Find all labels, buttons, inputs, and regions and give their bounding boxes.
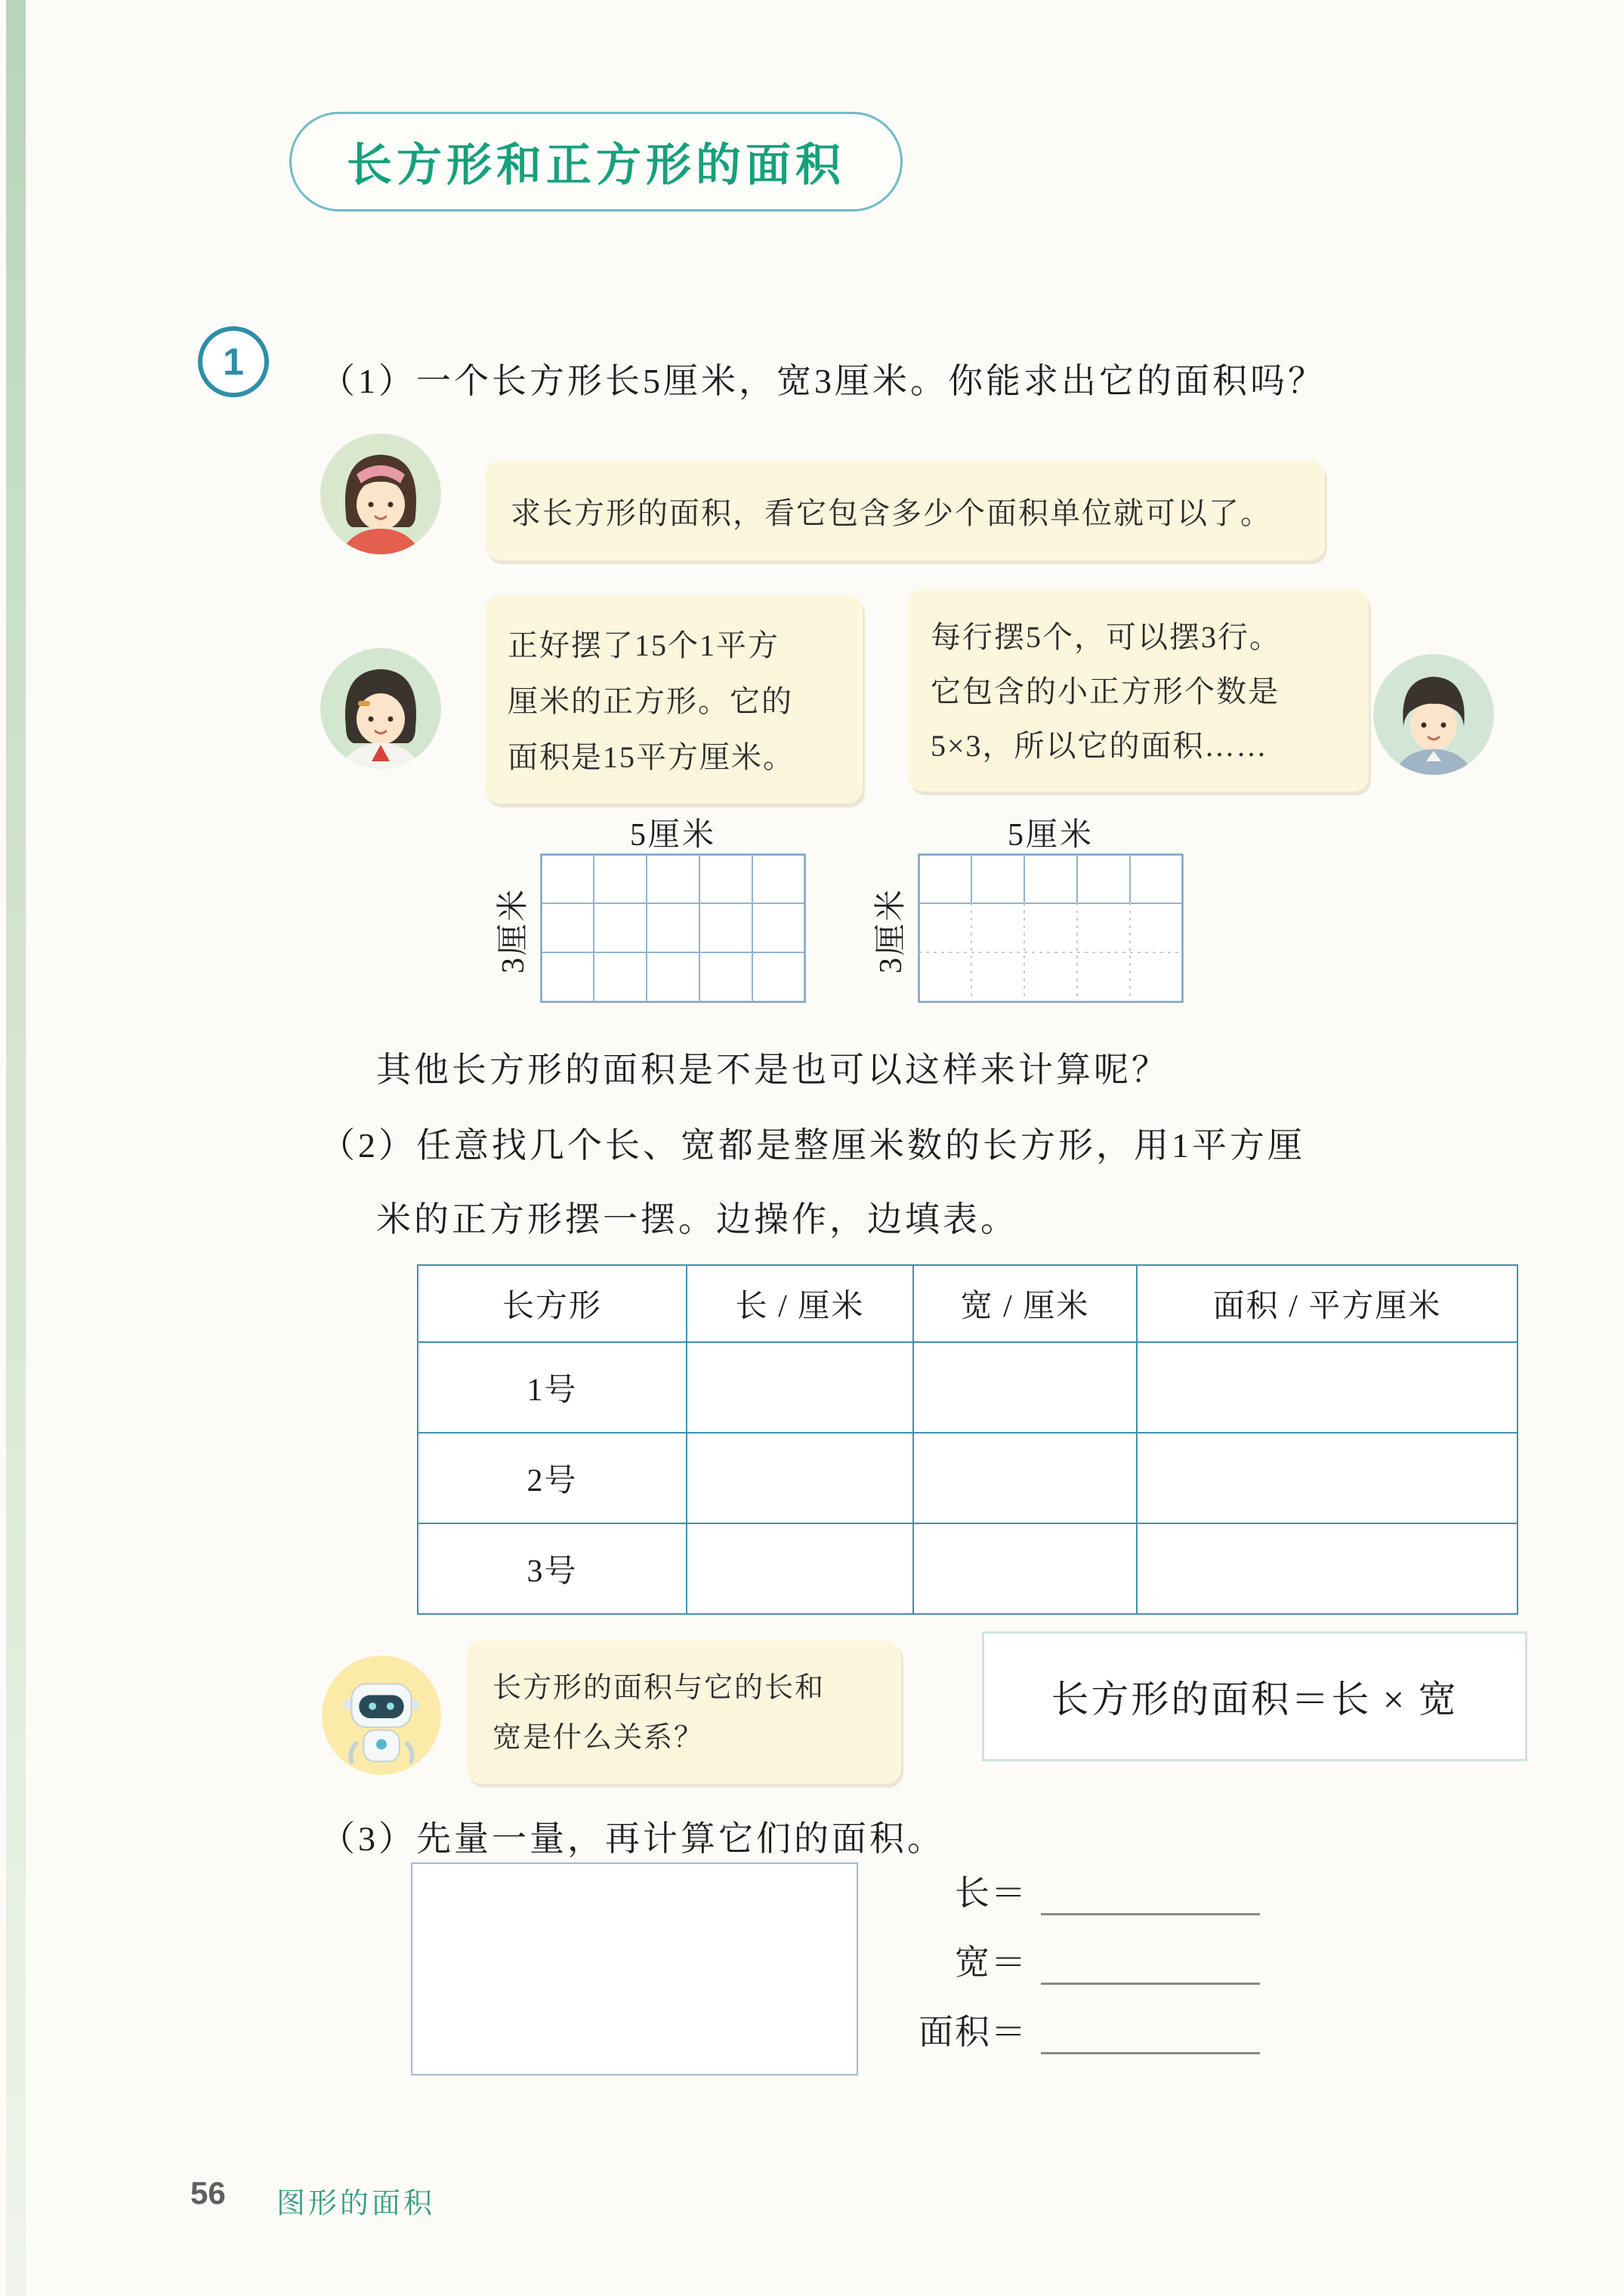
page-number: 56 — [190, 2175, 226, 2211]
table-row — [418, 1342, 1517, 1433]
fill-in-row-length — [846, 1866, 1269, 1915]
row-3-width-cell — [913, 1523, 1137, 1614]
speech-bubble-robot — [467, 1640, 901, 1784]
speech-bubble-girl-2-line1: 正好摆了15个1平方 — [508, 628, 780, 662]
speech-bubble-robot-line2: 宽是什么关系？ — [492, 1722, 705, 1754]
fill-in-label-area: 面积＝ — [919, 2013, 1027, 2051]
speech-bubble-girl-2-line2: 厘米的正方形。它的 — [508, 684, 793, 718]
page-binding-strip — [6, 0, 26, 2296]
speech-bubble-girl-2-line3: 面积是15平方厘米。 — [508, 740, 795, 774]
row-3-length-cell — [687, 1523, 913, 1614]
fill-in-label-width: 宽＝ — [955, 1943, 1027, 1982]
row-3-label: 3号 — [418, 1523, 687, 1614]
row-1-label: 1号 — [418, 1342, 687, 1433]
question-1-followup: 其他长方形的面积是不是也可以这样来计算呢？ — [376, 1051, 1169, 1089]
row-1-area-cell — [1137, 1342, 1517, 1433]
row-2-width-cell — [913, 1433, 1137, 1523]
row-2-length-cell — [687, 1433, 913, 1523]
boy-avatar — [1373, 654, 1494, 775]
fill-in-label-length: 长＝ — [955, 1874, 1027, 1912]
row-2-area-cell — [1137, 1433, 1517, 1523]
unit-grid-dashed — [918, 853, 1184, 1007]
speech-bubble-boy — [908, 589, 1369, 792]
problem-number: 1 — [223, 341, 244, 383]
speech-bubble-girl-2 — [485, 595, 863, 804]
table-header-rectangle: 长方形 — [418, 1265, 687, 1342]
row-2-label: 2号 — [418, 1433, 687, 1523]
section-title: 长方形和正方形的面积 — [347, 140, 845, 190]
footer-chapter-title: 图形的面积 — [276, 2188, 436, 2220]
boy-illustration — [1373, 654, 1494, 775]
answer-blank-width — [1041, 1941, 1260, 1985]
speech-bubble-boy-line3: 5×3，所以它的面积…… — [931, 729, 1268, 763]
table-header-row — [418, 1265, 1517, 1342]
answer-blank-length — [1041, 1872, 1260, 1915]
question-2-line2: 米的正方形摆一摆。边操作，边填表。 — [376, 1200, 1018, 1239]
girl-2-illustration — [320, 648, 441, 769]
table-header-length: 长 / 厘米 — [687, 1265, 913, 1342]
row-1-length-cell — [687, 1342, 913, 1433]
question-1-text: （1）一个长方形长5厘米，宽3厘米。你能求出它的面积吗？ — [320, 362, 1326, 400]
girl-avatar-2 — [320, 648, 441, 769]
problem-number-badge — [198, 326, 269, 397]
answer-blank-area — [1041, 2011, 1260, 2054]
measurement-rectangle — [411, 1862, 858, 2075]
question-3-text: （3）先量一量，再计算它们的面积。 — [320, 1819, 945, 1858]
grid-2-top-label: 5厘米 — [1007, 818, 1094, 853]
row-1-width-cell — [913, 1342, 1137, 1433]
question-2-line1: （2）任意找几个长、宽都是整厘米数的长方形，用1平方厘 — [320, 1126, 1305, 1165]
fill-in-row-area — [846, 2004, 1269, 2054]
girl-avatar-1 — [320, 434, 441, 554]
row-3-area-cell — [1137, 1523, 1517, 1614]
table-header-area: 面积 / 平方厘米 — [1137, 1265, 1517, 1342]
speech-bubble-boy-line1: 每行摆5个，可以摆3行。 — [931, 620, 1281, 654]
table-row — [418, 1433, 1517, 1523]
area-table — [417, 1264, 1518, 1615]
table-row — [418, 1523, 1517, 1614]
unit-grid-solid — [540, 853, 806, 1007]
speech-bubble-girl-1 — [485, 461, 1325, 560]
speech-bubble-boy-line2: 它包含的小正方形个数是 — [931, 674, 1280, 708]
speech-bubble-robot-line1: 长方形的面积与它的长和 — [492, 1672, 826, 1704]
speech-bubble-girl-1-text: 求长方形的面积，看它包含多少个面积单位就可以了。 — [511, 495, 1272, 530]
section-title-badge — [289, 112, 903, 211]
girl-1-illustration — [320, 434, 441, 554]
robot-avatar — [322, 1656, 441, 1775]
area-formula: 长方形的面积＝长 × 宽 — [1051, 1678, 1459, 1720]
grid-1-top-label: 5厘米 — [629, 818, 716, 853]
table-header-width: 宽 / 厘米 — [913, 1265, 1137, 1342]
grid-2-side-label: 3厘米 — [874, 887, 909, 974]
grid-1-side-label: 3厘米 — [496, 887, 531, 974]
formula-box — [982, 1631, 1527, 1761]
robot-illustration — [322, 1656, 441, 1775]
fill-in-row-width — [846, 1935, 1269, 1985]
